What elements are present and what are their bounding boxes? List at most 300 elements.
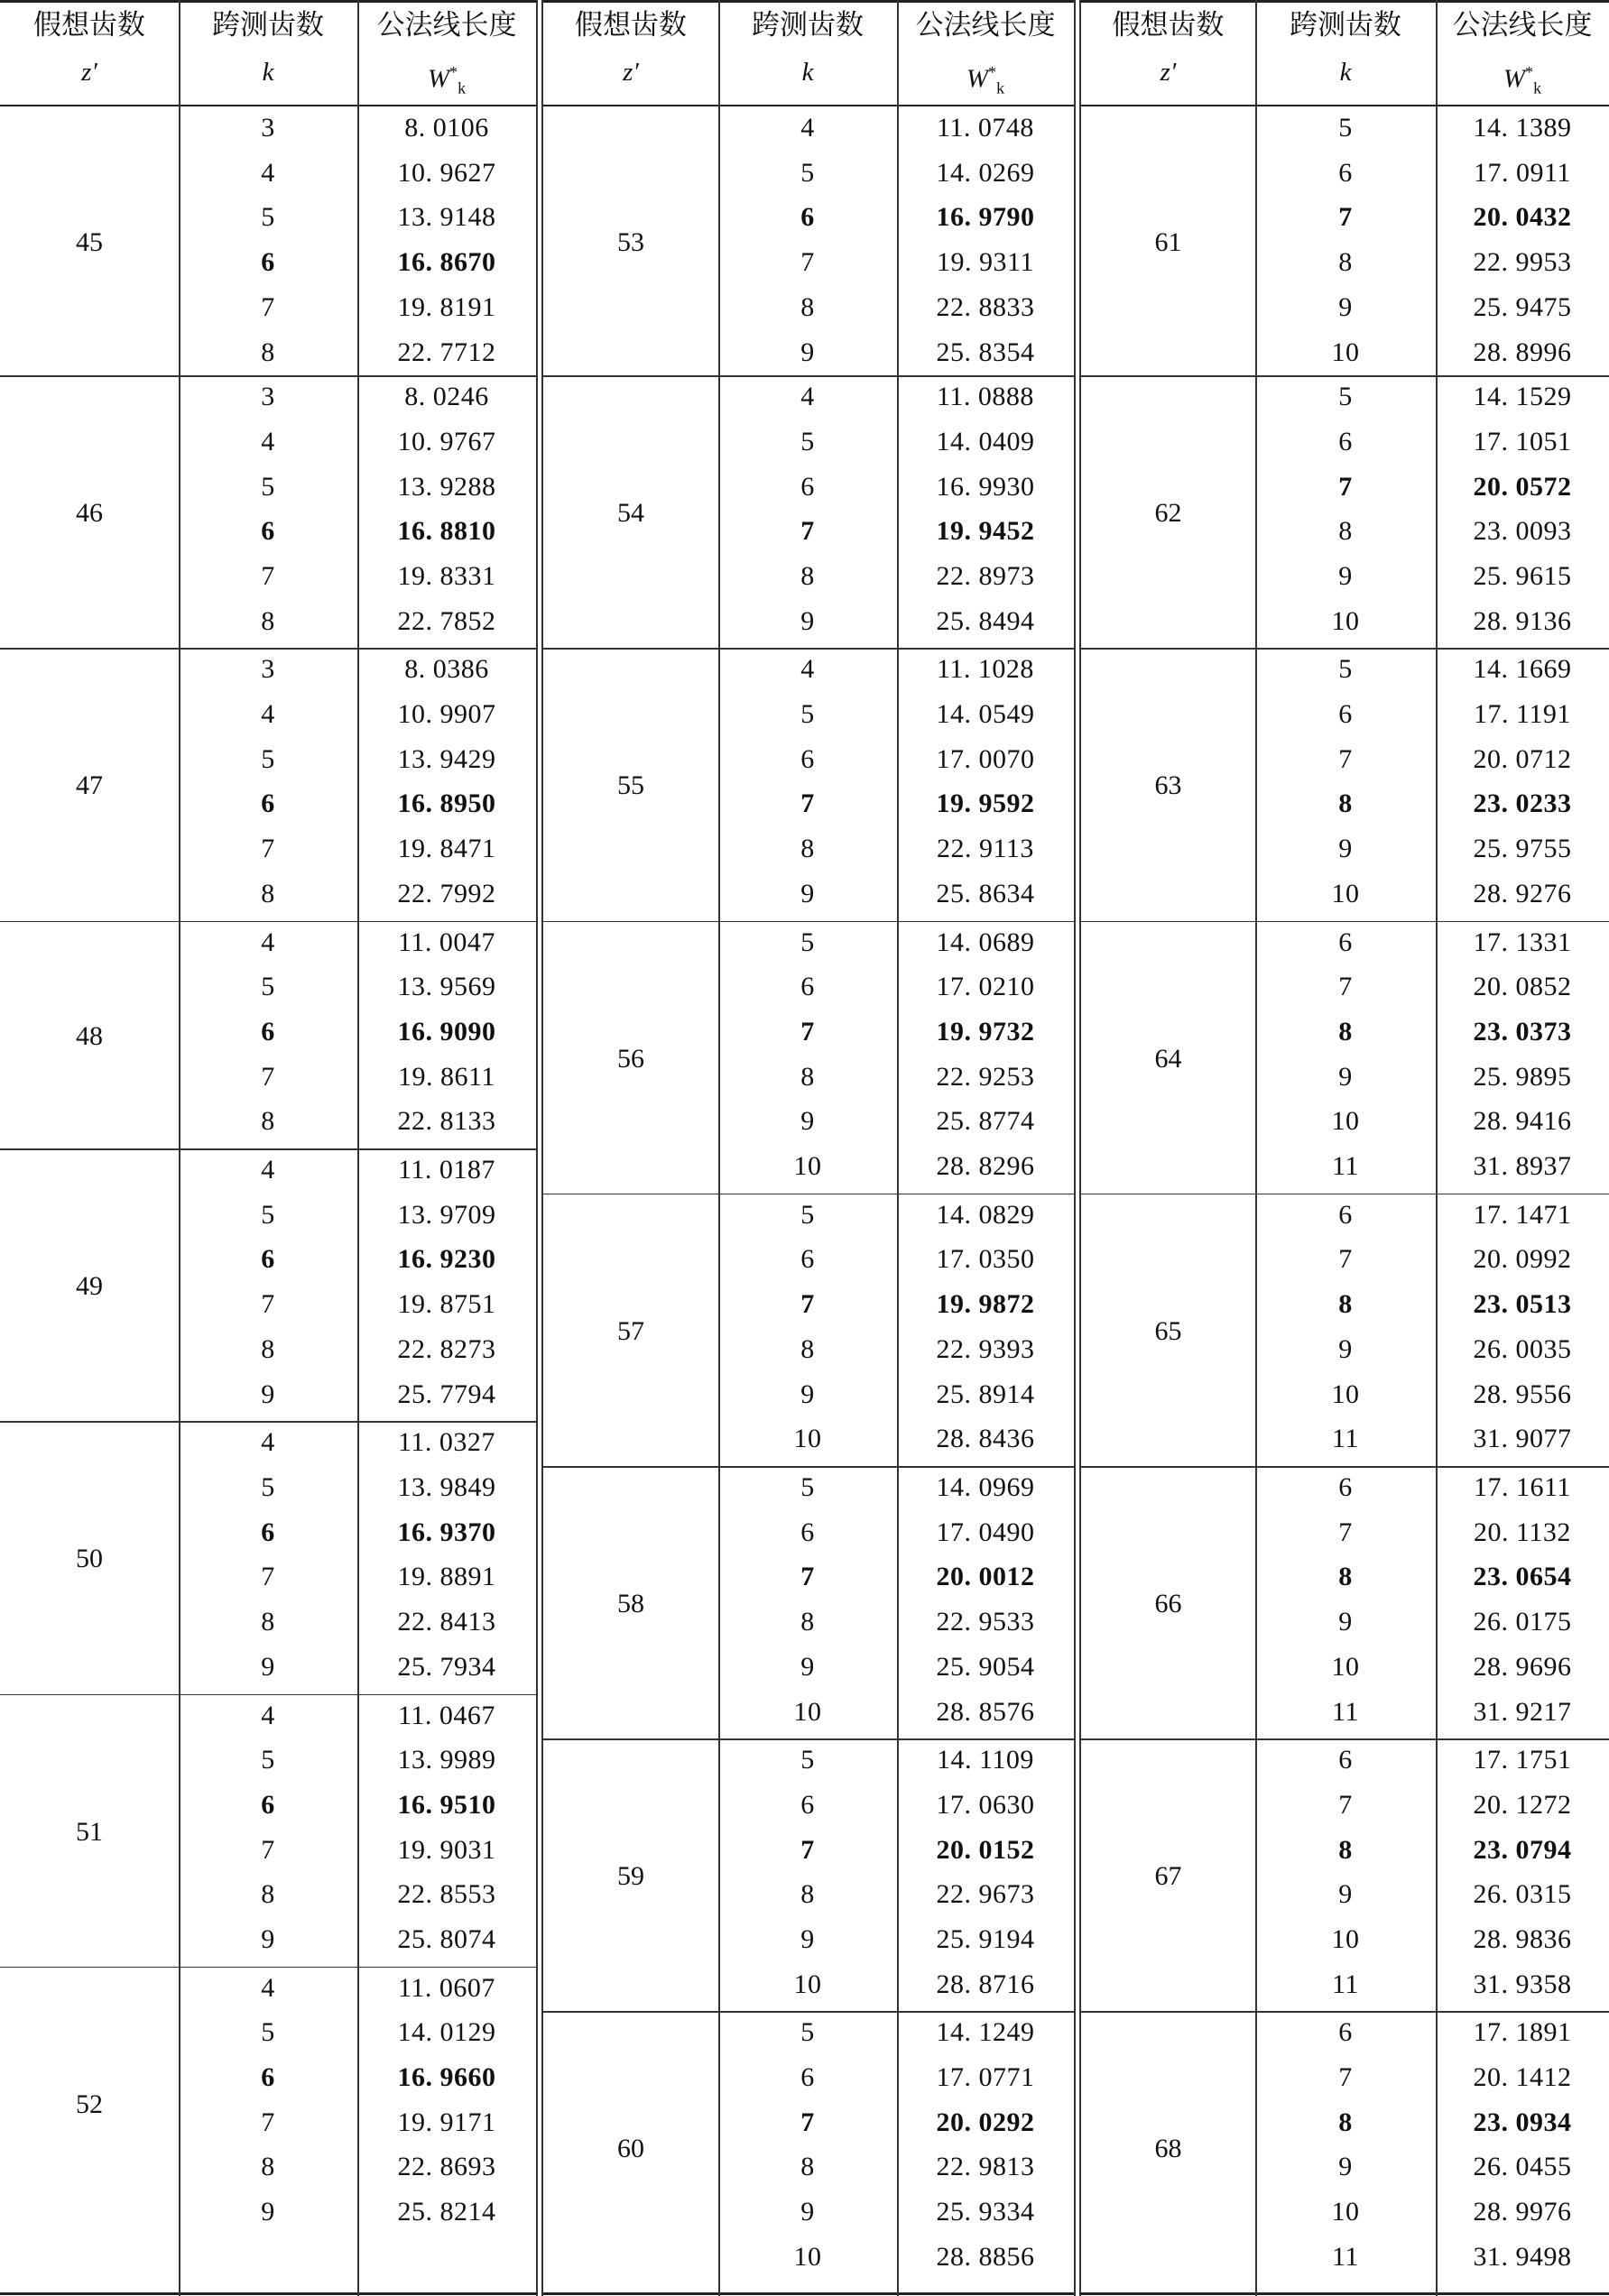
span-count: 4 — [261, 157, 275, 188]
normal-length: 22. 8413 — [397, 1607, 496, 1637]
normal-length: 25. 9475 — [1473, 291, 1572, 322]
normal-length: 22. 9253 — [936, 1061, 1035, 1092]
tooth-number: 57 — [617, 1315, 644, 1346]
header-w — [897, 0, 1074, 105]
span-count: 6 — [261, 1517, 275, 1547]
header-k-title: 跨测齿数 — [1290, 9, 1401, 41]
normal-length: 22. 8833 — [936, 291, 1035, 322]
normal-length: 25. 8354 — [936, 337, 1035, 367]
table-header — [0, 0, 536, 106]
group-block — [0, 923, 536, 1151]
header-k-symbol: k — [1339, 58, 1352, 87]
normal-length: 17. 1751 — [1473, 1745, 1572, 1775]
normal-length: 11. 0607 — [398, 1972, 495, 2003]
span-count: 4 — [261, 1155, 275, 1185]
span-count: 9 — [261, 2197, 275, 2227]
normal-length: 31. 9498 — [1473, 2241, 1572, 2272]
normal-length: 31. 9358 — [1473, 1969, 1572, 1999]
span-count: 8 — [1338, 1016, 1353, 1047]
normal-length: 28. 9136 — [1473, 605, 1572, 636]
normal-length: 28. 8436 — [936, 1424, 1035, 1454]
span-count: 3 — [261, 113, 275, 143]
span-count: 8 — [800, 1607, 815, 1637]
normal-length: 13. 9569 — [397, 972, 496, 1002]
normal-length: 28. 9416 — [1473, 1106, 1572, 1137]
normal-length: 16. 8670 — [397, 247, 496, 278]
span-count: 3 — [261, 654, 275, 685]
span-count: 8 — [1338, 1562, 1353, 1592]
w-symbol: W — [1503, 64, 1526, 94]
span-count: 6 — [800, 743, 815, 774]
tooth-number: 65 — [1154, 1315, 1182, 1346]
span-count: 5 — [1338, 113, 1353, 143]
tooth-number: 62 — [1154, 498, 1182, 529]
span-count: 9 — [1338, 2152, 1353, 2182]
normal-length: 31. 8937 — [1473, 1151, 1572, 1182]
header-w-symbol — [897, 56, 1074, 104]
normal-length: 28. 9836 — [1473, 1923, 1572, 1954]
span-count: 9 — [261, 1379, 275, 1409]
span-count: 6 — [261, 788, 275, 819]
header-w-symbol — [357, 56, 536, 104]
span-count: 10 — [1331, 1651, 1360, 1682]
span-count: 10 — [1331, 337, 1360, 367]
header-z-symbol: z′ — [623, 58, 639, 87]
span-count: 6 — [800, 1517, 815, 1547]
span-count: 7 — [1338, 1789, 1353, 1820]
span-count: 8 — [1338, 2107, 1353, 2137]
normal-length: 20. 0712 — [1473, 743, 1572, 774]
normal-length: 14. 1249 — [936, 2017, 1035, 2048]
normal-length: 28. 8996 — [1473, 337, 1572, 367]
span-count: 7 — [800, 1562, 815, 1592]
group-block — [1081, 1740, 1609, 2013]
span-count: 7 — [800, 516, 815, 547]
span-count: 7 — [261, 1562, 275, 1592]
span-count: 5 — [261, 2017, 275, 2048]
normal-length: 25. 8914 — [936, 1379, 1035, 1409]
normal-length: 11. 0327 — [398, 1427, 495, 1458]
span-count: 5 — [261, 1471, 275, 1502]
header-k-title: 跨测齿数 — [212, 9, 324, 41]
span-count: 7 — [261, 1289, 275, 1320]
span-count: 10 — [793, 2241, 822, 2272]
span-count: 6 — [261, 1244, 275, 1275]
tooth-number: 63 — [1154, 770, 1182, 801]
span-count: 7 — [800, 247, 815, 278]
normal-length: 17. 1331 — [1473, 927, 1572, 957]
span-count: 7 — [261, 291, 275, 322]
span-count: 3 — [261, 382, 275, 412]
span-count: 7 — [800, 1016, 815, 1047]
normal-length: 14. 1389 — [1473, 113, 1572, 143]
span-count: 9 — [261, 1651, 275, 1682]
normal-length: 16. 8810 — [397, 516, 496, 547]
span-count: 9 — [800, 1651, 815, 1682]
normal-length: 22. 9533 — [936, 1607, 1035, 1637]
normal-length: 10. 9767 — [397, 426, 496, 456]
normal-length: 22. 8133 — [397, 1106, 496, 1137]
group-block — [0, 650, 536, 922]
span-count: 7 — [1338, 743, 1353, 774]
tooth-number: 46 — [76, 498, 103, 529]
span-count: 11 — [1332, 2241, 1359, 2272]
normal-length: 22. 9813 — [936, 2152, 1035, 2182]
span-count: 10 — [1331, 1923, 1360, 1954]
span-count: 9 — [800, 1379, 815, 1409]
normal-length: 17. 0210 — [936, 972, 1035, 1002]
span-count: 8 — [800, 2152, 815, 2182]
normal-length: 17. 1191 — [1474, 699, 1571, 730]
span-count: 7 — [261, 834, 275, 864]
span-count: 9 — [800, 1923, 815, 1954]
panel-divider — [536, 0, 543, 2296]
normal-length: 16. 9090 — [397, 1016, 496, 1047]
header-w-title: 公法线长度 — [915, 9, 1056, 41]
span-count: 6 — [800, 1244, 815, 1275]
span-count: 8 — [1338, 1289, 1353, 1320]
span-count: 6 — [261, 516, 275, 547]
normal-length: 20. 0292 — [936, 2107, 1035, 2137]
normal-length: 14. 0969 — [936, 1472, 1035, 1502]
span-count: 9 — [261, 1924, 275, 1954]
tooth-number: 67 — [1154, 1861, 1182, 1892]
span-count: 9 — [1338, 1333, 1353, 1364]
tooth-number: 52 — [76, 2089, 103, 2119]
normal-length: 26. 0315 — [1473, 1879, 1572, 1910]
normal-length: 20. 1412 — [1473, 2062, 1572, 2093]
span-count: 10 — [1331, 1106, 1360, 1137]
normal-length: 19. 9311 — [937, 247, 1034, 278]
normal-length: 19. 9031 — [397, 1834, 496, 1865]
normal-length: 17. 1471 — [1473, 1199, 1572, 1230]
normal-length: 19. 8331 — [397, 560, 496, 591]
span-count: 8 — [800, 1061, 815, 1092]
header-w — [1436, 0, 1609, 105]
w-sup: * — [1525, 63, 1534, 81]
w-sup: * — [988, 63, 997, 81]
span-count: 7 — [1338, 1244, 1353, 1275]
header-z — [543, 0, 718, 105]
span-count: 9 — [800, 337, 815, 367]
normal-length: 20. 0152 — [936, 1834, 1035, 1865]
tooth-number: 66 — [1154, 1589, 1182, 1619]
normal-length: 20. 0852 — [1473, 972, 1572, 1002]
span-count: 10 — [1331, 605, 1360, 636]
span-count: 10 — [793, 1969, 822, 1999]
normal-length: 22. 8273 — [397, 1333, 496, 1364]
normal-length: 22. 8553 — [397, 1879, 496, 1910]
normal-length: 19. 8751 — [397, 1289, 496, 1320]
group-block — [1081, 2013, 1609, 2285]
header-w-title: 公法线长度 — [1452, 9, 1593, 41]
normal-length: 25. 8774 — [936, 1106, 1035, 1137]
normal-length: 23. 0373 — [1473, 1016, 1572, 1047]
normal-length: 11. 1028 — [937, 654, 1034, 685]
group-block — [543, 1740, 1074, 2013]
normal-length: 22. 7992 — [397, 878, 496, 908]
normal-length: 19. 9452 — [936, 516, 1035, 547]
normal-length: 22. 7852 — [397, 605, 496, 636]
normal-length: 23. 0934 — [1473, 2107, 1572, 2137]
span-count: 5 — [261, 202, 275, 233]
tooth-number: 54 — [617, 498, 644, 529]
group-block — [1081, 923, 1609, 1195]
span-count: 9 — [1338, 1607, 1353, 1637]
span-count: 4 — [800, 382, 815, 412]
table-panel-inner — [0, 0, 536, 2296]
span-count: 4 — [800, 113, 815, 143]
group-block — [0, 108, 536, 377]
normal-length: 14. 1669 — [1473, 654, 1572, 685]
tooth-number: 60 — [617, 2134, 644, 2164]
group-block — [1081, 377, 1609, 650]
span-count: 7 — [261, 2107, 275, 2137]
span-count: 6 — [261, 247, 275, 278]
group-block — [0, 1150, 536, 1423]
span-count: 7 — [1338, 2062, 1353, 2093]
normal-length: 8. 0246 — [404, 382, 489, 412]
span-count: 5 — [800, 157, 815, 188]
normal-length: 28. 9976 — [1473, 2197, 1572, 2227]
normal-length: 16. 9660 — [397, 2062, 496, 2093]
normal-length: 13. 9989 — [397, 1745, 496, 1775]
span-count: 8 — [1338, 1834, 1353, 1865]
normal-length: 17. 0490 — [936, 1517, 1035, 1547]
span-count: 6 — [261, 1789, 275, 1820]
normal-length: 14. 0689 — [936, 927, 1035, 957]
span-count: 9 — [1338, 560, 1353, 591]
span-count: 6 — [1338, 1199, 1353, 1230]
span-count: 8 — [261, 878, 275, 908]
normal-length: 28. 8716 — [936, 1969, 1035, 1999]
span-count: 6 — [261, 2062, 275, 2093]
span-count: 5 — [261, 1745, 275, 1775]
normal-length: 10. 9907 — [397, 699, 496, 730]
span-count: 6 — [800, 2062, 815, 2093]
table-panel — [0, 0, 536, 2296]
normal-length: 20. 1272 — [1473, 1789, 1572, 1820]
normal-length: 19. 8191 — [397, 291, 496, 322]
span-count: 8 — [261, 1879, 275, 1910]
w-symbol: W — [966, 64, 989, 94]
normal-length: 17. 0350 — [936, 1244, 1035, 1275]
span-count: 7 — [1338, 471, 1353, 502]
span-count: 9 — [800, 878, 815, 908]
normal-length: 17. 1891 — [1473, 2017, 1572, 2048]
normal-length: 19. 9171 — [397, 2107, 496, 2137]
span-count: 9 — [1338, 1879, 1353, 1910]
span-count: 6 — [800, 471, 815, 502]
span-count: 9 — [1338, 1061, 1353, 1092]
span-count: 10 — [1331, 2197, 1360, 2227]
tooth-number: 55 — [617, 770, 644, 801]
header-z-title: 假想齿数 — [575, 9, 687, 41]
span-count: 8 — [1338, 516, 1353, 547]
normal-length: 11. 0888 — [937, 382, 1034, 412]
group-block — [0, 1423, 536, 1695]
normal-length: 16. 9790 — [936, 202, 1035, 233]
normal-length: 26. 0175 — [1473, 1607, 1572, 1637]
span-count: 8 — [800, 1879, 815, 1910]
normal-length: 14. 1529 — [1473, 382, 1572, 412]
span-count: 7 — [1338, 1517, 1353, 1547]
normal-length: 22. 9113 — [937, 834, 1034, 864]
span-count: 5 — [800, 2017, 815, 2048]
normal-length: 19. 9872 — [936, 1289, 1035, 1320]
normal-length: 22. 9393 — [936, 1333, 1035, 1364]
normal-length: 11. 0467 — [398, 1700, 495, 1730]
header-z-title: 假想齿数 — [1112, 9, 1225, 41]
table-header — [1081, 0, 1609, 106]
normal-length: 8. 0106 — [404, 113, 489, 143]
w-sup: * — [449, 63, 458, 81]
normal-length: 20. 0992 — [1473, 1244, 1572, 1275]
span-count: 5 — [261, 1199, 275, 1230]
normal-length: 23. 0513 — [1473, 1289, 1572, 1320]
panel-divider — [1074, 0, 1081, 2296]
table-panel-inner — [1081, 0, 1609, 2296]
normal-length: 17. 0070 — [936, 743, 1035, 774]
span-count: 5 — [261, 471, 275, 502]
header-z — [0, 0, 179, 105]
normal-length: 11. 0187 — [398, 1155, 495, 1185]
normal-length: 26. 0455 — [1473, 2152, 1572, 2182]
span-count: 8 — [1338, 788, 1353, 819]
span-count: 11 — [1332, 1969, 1359, 1999]
normal-length: 23. 0233 — [1473, 788, 1572, 819]
group-block — [1081, 650, 1609, 922]
normal-length: 16. 9510 — [397, 1789, 496, 1820]
normal-length: 25. 8634 — [936, 878, 1035, 908]
normal-length: 19. 8471 — [397, 834, 496, 864]
span-count: 8 — [800, 1333, 815, 1364]
span-count: 6 — [261, 1016, 275, 1047]
span-count: 4 — [261, 927, 275, 957]
normal-length: 19. 9592 — [936, 788, 1035, 819]
group-block — [0, 1696, 536, 1969]
span-count: 10 — [793, 1696, 822, 1727]
span-count: 7 — [1338, 202, 1353, 233]
normal-length: 16. 9230 — [397, 1244, 496, 1275]
normal-length: 14. 1109 — [937, 1745, 1034, 1775]
span-count: 5 — [261, 743, 275, 774]
span-count: 6 — [1338, 927, 1353, 957]
header-w-title: 公法线长度 — [376, 9, 517, 41]
group-block — [543, 108, 1074, 377]
normal-length: 22. 8973 — [936, 560, 1035, 591]
table-panel-inner — [543, 0, 1074, 2296]
normal-length: 28. 9276 — [1473, 878, 1572, 908]
normal-length: 31. 9077 — [1473, 1424, 1572, 1454]
span-count: 10 — [1331, 878, 1360, 908]
span-count: 5 — [800, 1472, 815, 1502]
span-count: 5 — [261, 972, 275, 1002]
header-z-symbol: z′ — [81, 58, 97, 87]
span-count: 8 — [1338, 247, 1353, 278]
normal-length: 25. 8494 — [936, 605, 1035, 636]
header-k — [1255, 0, 1436, 105]
span-count: 5 — [800, 426, 815, 456]
normal-length: 25. 9895 — [1473, 1061, 1572, 1092]
w-sub: k — [1533, 78, 1542, 97]
normal-length: 8. 0386 — [404, 654, 489, 685]
tooth-number: 51 — [76, 1816, 103, 1847]
normal-length: 19. 8891 — [397, 1562, 496, 1592]
normal-length: 19. 8611 — [398, 1061, 495, 1092]
span-count: 4 — [261, 1700, 275, 1730]
span-count: 9 — [800, 605, 815, 636]
normal-length: 11. 0047 — [398, 927, 495, 957]
group-block — [543, 1468, 1074, 1740]
group-block — [543, 923, 1074, 1195]
span-count: 6 — [1338, 157, 1353, 188]
span-count: 5 — [800, 1745, 815, 1775]
span-count: 6 — [1338, 2017, 1353, 2048]
group-block — [543, 650, 1074, 922]
normal-length: 20. 1132 — [1474, 1517, 1571, 1547]
normal-length: 20. 0012 — [936, 1562, 1035, 1592]
tooth-number: 58 — [617, 1589, 644, 1619]
group-block — [543, 377, 1074, 650]
normal-length: 17. 0911 — [1474, 157, 1571, 188]
span-count: 6 — [800, 1789, 815, 1820]
span-count: 4 — [800, 654, 815, 685]
span-count: 10 — [793, 1424, 822, 1454]
header-k-symbol: k — [262, 58, 274, 87]
header-k — [718, 0, 897, 105]
normal-length: 25. 7794 — [397, 1379, 496, 1409]
normal-length: 16. 9930 — [936, 471, 1035, 502]
span-count: 8 — [800, 291, 815, 322]
span-count: 6 — [1338, 1472, 1353, 1502]
normal-length: 13. 9709 — [397, 1199, 496, 1230]
normal-length: 25. 9755 — [1473, 834, 1572, 864]
span-count: 10 — [793, 1151, 822, 1182]
header-k-title: 跨测齿数 — [752, 9, 864, 41]
table-panel — [543, 0, 1074, 2296]
group-block — [543, 1195, 1074, 1468]
normal-length: 28. 8856 — [936, 2241, 1035, 2272]
span-count: 5 — [1338, 382, 1353, 412]
span-count: 4 — [261, 699, 275, 730]
span-count: 8 — [261, 337, 275, 367]
span-count: 4 — [261, 1972, 275, 2003]
span-count: 9 — [800, 2197, 815, 2227]
normal-length: 23. 0654 — [1473, 1562, 1572, 1592]
span-count: 6 — [1338, 699, 1353, 730]
header-z-title: 假想齿数 — [33, 9, 145, 41]
w-symbol: W — [427, 64, 450, 94]
header-k — [179, 0, 357, 105]
normal-length: 28. 9556 — [1473, 1379, 1572, 1409]
tooth-number: 56 — [617, 1043, 644, 1074]
header-w-symbol — [1436, 56, 1609, 104]
normal-length: 25. 9194 — [936, 1923, 1035, 1954]
span-count: 6 — [800, 202, 815, 233]
normal-length: 28. 8576 — [936, 1696, 1035, 1727]
tooth-number: 53 — [617, 227, 644, 258]
normal-length: 13. 9849 — [397, 1471, 496, 1502]
normal-length: 14. 0409 — [936, 426, 1035, 456]
group-block — [1081, 1195, 1609, 1468]
w-sub: k — [996, 78, 1005, 97]
w-sub: k — [458, 78, 467, 97]
normal-length: 25. 9054 — [936, 1651, 1035, 1682]
span-count: 6 — [800, 972, 815, 1002]
normal-length: 20. 0572 — [1473, 471, 1572, 502]
normal-length: 22. 7712 — [397, 337, 496, 367]
